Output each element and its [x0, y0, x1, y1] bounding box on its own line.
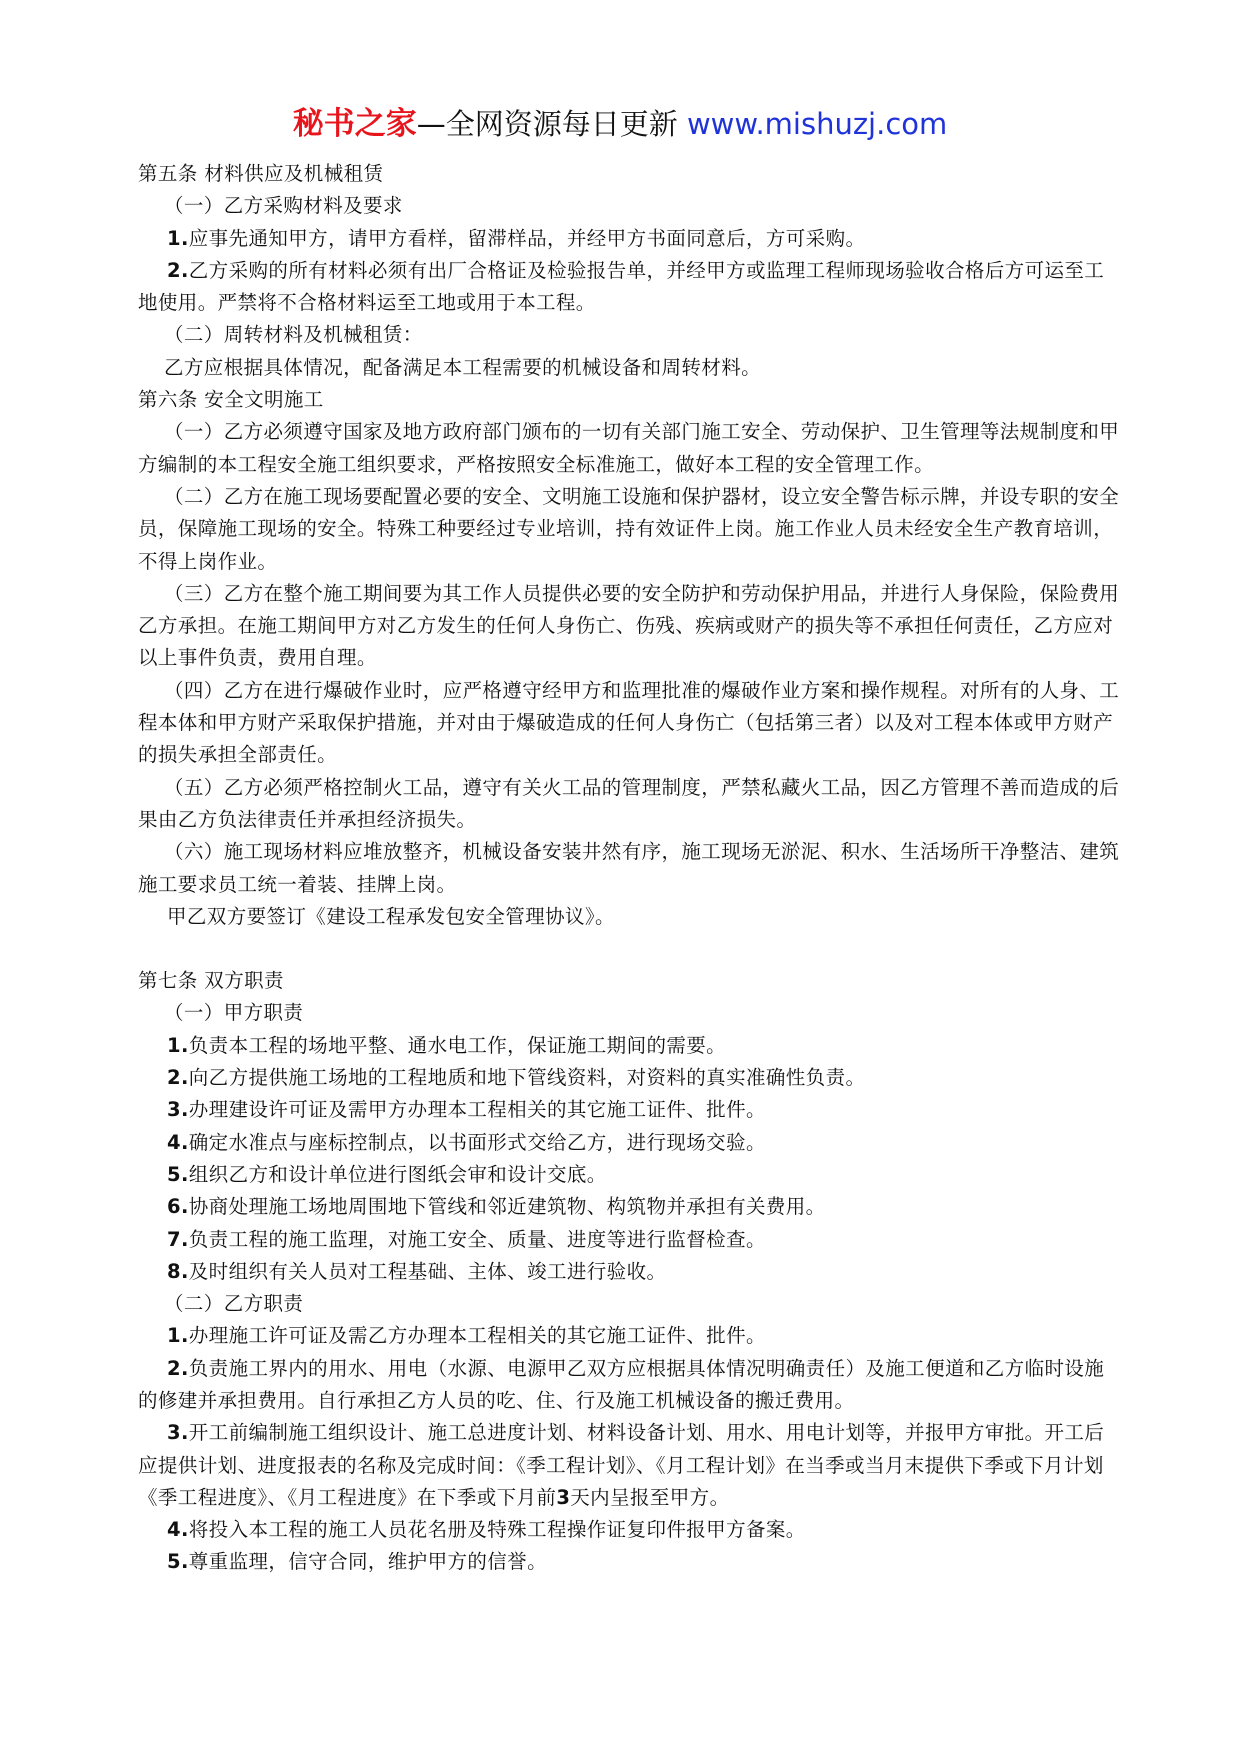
item-number: 6.	[167, 1195, 189, 1219]
item-number: 1.	[167, 226, 189, 250]
article5-item1	[138, 223, 1120, 255]
item-text: 开工前编制施工组织设计、施工总进度计划、材料设备计划、用水、用电计划等，并报甲方审批。开工后应提供计划、进度报表的名称及完成时间：《季工程计划》、《月工程计划》在当季或当月末提供下季或下月计划《季工程进度》、《月工程进度》在下季或下月前	[138, 1421, 1105, 1509]
item-text: 协商处理施工场地周围地下管线和邻近建筑物、构筑物并承担有关费用。	[188, 1195, 826, 1219]
party-b-item	[138, 1546, 1120, 1578]
item-number: 2.	[167, 1066, 189, 1090]
article6-agreement-note: 甲乙双方要签订《建设工程承发包安全管理协议》。	[167, 904, 615, 928]
article6-paragraph: （四）乙方在进行爆破作业时，应严格遵守经甲方和监理批准的爆破作业方案和操作规程。对所有的人身、工程本体和甲方财产采取保护措施，并对由于爆破造成的任何人身伤亡（包括第三者）以及对工程本体或甲方财产的损失承担全部责任。	[138, 678, 1120, 767]
party-b-item	[138, 1417, 1120, 1514]
party-a-item	[138, 1094, 1120, 1126]
item-text: 负责施工界内的用水、用电（水源、电源甲乙双方应根据具体情况明确责任）及施工便道和乙方临时设施的修建并承担费用。自行承担乙方人员的吃、住、行及施工机械设备的搬迁费用。	[138, 1356, 1105, 1412]
party-b-item	[138, 1320, 1120, 1352]
item-number: 5.	[167, 1162, 189, 1186]
header-brand: 秘书之家	[292, 106, 417, 142]
item-text: 尊重监理，信守合同，维护甲方的信誉。	[188, 1550, 547, 1574]
party-a-item	[138, 1191, 1120, 1223]
party-a-item	[138, 1062, 1120, 1094]
article5-section2-text: 乙方应根据具体情况，配备满足本工程需要的机械设备和周转材料。	[164, 355, 762, 379]
party-b-item	[138, 1353, 1120, 1418]
item-text: 及时组织有关人员对工程基础、主体、竣工进行验收。	[188, 1259, 667, 1283]
item-text: 办理施工许可证及需乙方办理本工程相关的其它施工证件、批件。	[188, 1324, 766, 1348]
article7-title: 第七条 双方职责	[138, 969, 284, 993]
party-b-item	[138, 1514, 1120, 1546]
header-slogan: —全网资源每日更新	[416, 107, 678, 141]
item-inline-number: 3	[556, 1485, 571, 1509]
item-number: 5.	[167, 1550, 189, 1574]
item-number: 7.	[167, 1227, 189, 1251]
site-header	[0, 104, 1240, 149]
item-text: 向乙方提供施工场地的工程地质和地下管线资料，对资料的真实准确性负责。	[188, 1066, 866, 1090]
item-text: 负责工程的施工监理，对施工安全、质量、进度等进行监督检查。	[188, 1227, 766, 1251]
article5-section2-title: （二）周转材料及机械租赁：	[164, 323, 423, 347]
party-a-item	[138, 1159, 1120, 1191]
party-a-item	[138, 1224, 1120, 1256]
item-text: 负责本工程的场地平整、通水电工作，保证施工期间的需要。	[188, 1033, 727, 1057]
article5-section1-title: （一）乙方采购材料及要求	[164, 194, 403, 218]
article6-title: 第六条 安全文明施工	[138, 388, 324, 412]
article6-paragraph: （一）乙方必须遵守国家及地方政府部门颁布的一切有关部门施工安全、劳动保护、卫生管理等法规制度和甲方编制的本工程安全施工组织要求，严格按照安全标准施工，做好本工程的安全管理工作。	[138, 420, 1120, 476]
party-a-item	[138, 1127, 1120, 1159]
item-number: 3.	[167, 1421, 189, 1445]
header-url[interactable]: www.mishuzj.com	[677, 107, 948, 141]
document-body	[138, 158, 1120, 1579]
article6-paragraph: （六）施工现场材料应堆放整齐，机械设备安装井然有序，施工现场无淤泥、积水、生活场所干净整洁、建筑施工要求员工统一着装、挂牌上岗。	[138, 840, 1120, 896]
party-a-item	[138, 1030, 1120, 1062]
item-number: 2.	[167, 1356, 189, 1380]
item-number: 2.	[167, 258, 189, 282]
article6-paragraph: （三）乙方在整个施工期间要为其工作人员提供必要的安全防护和劳动保护用品，并进行人身保险，保险费用乙方承担。在施工期间甲方对乙方发生的任何人身伤亡、伤残、疾病或财产的损失等不承担任何责任，乙方应对以上事件负责，费用自理。	[138, 581, 1120, 670]
article5-title: 第五条 材料供应及机械租赁	[138, 162, 384, 185]
item-text: 组织乙方和设计单位进行图纸会审和设计交底。	[188, 1162, 607, 1186]
item-text-continued: 天内呈报至甲方。	[570, 1485, 730, 1509]
item-text: 确定水准点与座标控制点，以书面形式交给乙方，进行现场交验。	[188, 1130, 766, 1154]
item-text: 乙方采购的所有材料必须有出厂合格证及检验报告单，并经甲方或监理工程师现场验收合格后方可运至工地使用。严禁将不合格材料运至工地或用于本工程。	[138, 258, 1105, 315]
item-number: 3.	[167, 1098, 189, 1122]
item-number: 4.	[167, 1130, 189, 1154]
party-a-item	[138, 1256, 1120, 1288]
blank-line	[138, 933, 1120, 965]
article5-item2	[138, 255, 1120, 320]
article7-party-b-title: （二）乙方职责	[164, 1292, 304, 1316]
item-number: 1.	[167, 1033, 189, 1057]
article6-paragraph: （二）乙方在施工现场要配置必要的安全、文明施工设施和保护器材，设立安全警告标示牌，并设专职的安全员，保障施工现场的安全。特殊工种要经过专业培训，持有效证件上岗。施工作业人员未经安全生产教育培训，不得上岗作业。	[138, 484, 1120, 573]
article7-party-a-title: （一）甲方职责	[164, 1001, 304, 1025]
item-text: 应事先通知甲方，请甲方看样，留滞样品，并经甲方书面同意后，方可采购。	[188, 226, 866, 250]
item-number: 8.	[167, 1259, 189, 1283]
item-text: 办理建设许可证及需甲方办理本工程相关的其它施工证件、批件。	[188, 1098, 766, 1122]
item-number: 4.	[167, 1518, 189, 1542]
article6-paragraph: （五）乙方必须严格控制火工品，遵守有关火工品的管理制度，严禁私藏火工品，因乙方管理不善而造成的后果由乙方负法律责任并承担经济损失。	[138, 775, 1120, 831]
item-number: 1.	[167, 1324, 189, 1348]
item-text: 将投入本工程的施工人员花名册及特殊工程操作证复印件报甲方备案。	[188, 1518, 806, 1542]
